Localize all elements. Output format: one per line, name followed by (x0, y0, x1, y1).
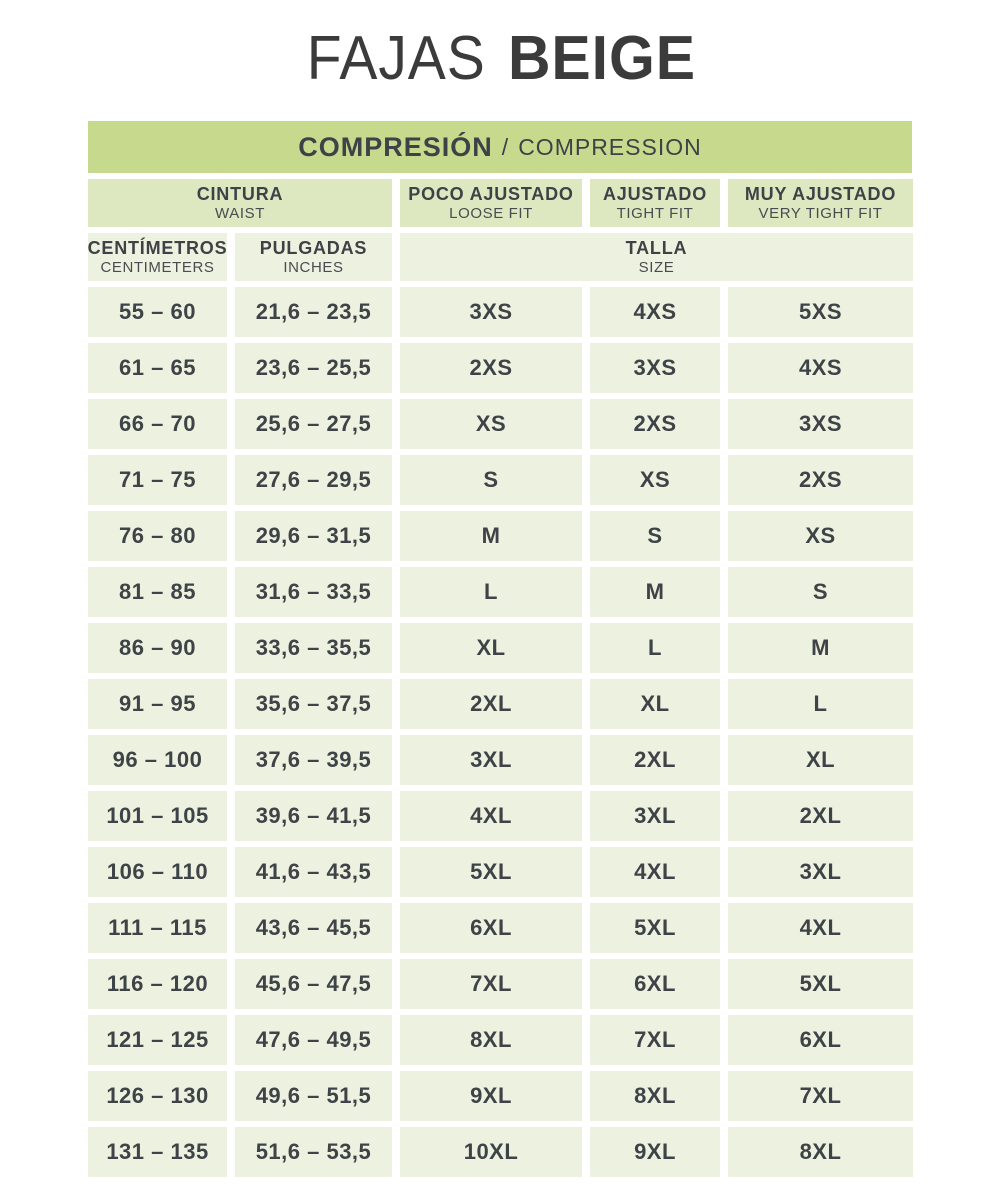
compression-banner (88, 121, 912, 173)
header-tight-fit (590, 179, 720, 227)
table-cell-inches: 33,6 – 35,5 (235, 623, 392, 673)
table-cell-very_tight: S (728, 567, 913, 617)
table-cell-tight: 2XL (590, 735, 720, 785)
header-loose-fit (400, 179, 582, 227)
table-cell-very_tight: 2XS (728, 455, 913, 505)
header-tight-fit-label: AJUSTADO (602, 184, 708, 205)
subheader-inches (235, 233, 392, 281)
table-cell-inches: 35,6 – 37,5 (235, 679, 392, 729)
header-cintura (88, 179, 392, 227)
table-cell-cm: 86 – 90 (88, 623, 227, 673)
banner-label-english: COMPRESSION (518, 133, 702, 160)
table-cell-inches: 43,6 – 45,5 (235, 903, 392, 953)
title-word-beige: BEIGE (508, 24, 697, 93)
table-cell-tight: L (590, 623, 720, 673)
subheader-inches-sublabel: INCHES (283, 258, 344, 276)
table-cell-very_tight: L (728, 679, 913, 729)
table-cell-cm: 131 – 135 (88, 1127, 227, 1177)
table-cell-cm: 91 – 95 (88, 679, 227, 729)
table-cell-loose: XS (400, 399, 582, 449)
table-cell-cm: 76 – 80 (88, 511, 227, 561)
table-cell-inches: 21,6 – 23,5 (235, 287, 392, 337)
table-cell-very_tight: 5XL (728, 959, 913, 1009)
table-cell-very_tight: 2XL (728, 791, 913, 841)
table-cell-tight: 7XL (590, 1015, 720, 1065)
header-loose-fit-sublabel: LOOSE FIT (449, 204, 533, 222)
header-very-tight-fit (728, 179, 913, 227)
table-cell-very_tight: XL (728, 735, 913, 785)
size-table (88, 179, 913, 1177)
table-cell-cm: 111 – 115 (88, 903, 227, 953)
table-cell-tight: S (590, 511, 720, 561)
subheader-centimeters (88, 233, 227, 281)
table-cell-loose: 9XL (400, 1071, 582, 1121)
table-cell-loose: 7XL (400, 959, 582, 1009)
banner-separator: / (501, 133, 510, 160)
header-loose-fit-label: POCO AJUSTADO (408, 184, 574, 205)
table-cell-cm: 66 – 70 (88, 399, 227, 449)
table-cell-cm: 81 – 85 (88, 567, 227, 617)
header-very-tight-fit-label: MUY AJUSTADO (744, 184, 897, 205)
table-cell-tight: M (590, 567, 720, 617)
table-cell-inches: 31,6 – 33,5 (235, 567, 392, 617)
table-cell-loose: 4XL (400, 791, 582, 841)
table-cell-cm: 106 – 110 (88, 847, 227, 897)
table-cell-tight: XL (590, 679, 720, 729)
table-cell-cm: 116 – 120 (88, 959, 227, 1009)
subheader-size (400, 233, 913, 281)
table-cell-tight: 3XL (590, 791, 720, 841)
table-cell-loose: 2XS (400, 343, 582, 393)
subheader-inches-label: PULGADAS (259, 238, 368, 259)
table-cell-tight: 9XL (590, 1127, 720, 1177)
table-cell-very_tight: 6XL (728, 1015, 913, 1065)
table-cell-loose: L (400, 567, 582, 617)
table-cell-inches: 25,6 – 27,5 (235, 399, 392, 449)
subheader-size-label: TALLA (625, 238, 688, 259)
table-cell-inches: 39,6 – 41,5 (235, 791, 392, 841)
table-cell-tight: 4XL (590, 847, 720, 897)
table-cell-cm: 55 – 60 (88, 287, 227, 337)
table-cell-loose: S (400, 455, 582, 505)
table-cell-loose: 3XS (400, 287, 582, 337)
table-cell-very_tight: 4XS (728, 343, 913, 393)
table-cell-inches: 41,6 – 43,5 (235, 847, 392, 897)
table-cell-tight: 4XS (590, 287, 720, 337)
table-cell-cm: 96 – 100 (88, 735, 227, 785)
table-cell-cm: 101 – 105 (88, 791, 227, 841)
title-word-fajas: FAJAS (306, 24, 486, 93)
page-title (0, 0, 1000, 91)
table-cell-tight: 3XS (590, 343, 720, 393)
table-cell-loose: 3XL (400, 735, 582, 785)
table-cell-very_tight: XS (728, 511, 913, 561)
header-cintura-sublabel: WAIST (215, 204, 265, 222)
table-cell-inches: 37,6 – 39,5 (235, 735, 392, 785)
table-cell-very_tight: 8XL (728, 1127, 913, 1177)
table-cell-very_tight: 4XL (728, 903, 913, 953)
table-cell-loose: M (400, 511, 582, 561)
table-cell-very_tight: 3XL (728, 847, 913, 897)
table-cell-tight: 2XS (590, 399, 720, 449)
banner-label-spanish: COMPRESIÓN (298, 131, 493, 162)
subheader-size-sublabel: SIZE (638, 258, 675, 276)
table-cell-very_tight: 5XS (728, 287, 913, 337)
subheader-centimeters-label: CENTÍMETROS (87, 238, 228, 259)
table-cell-cm: 126 – 130 (88, 1071, 227, 1121)
table-cell-loose: 6XL (400, 903, 582, 953)
table-cell-inches: 51,6 – 53,5 (235, 1127, 392, 1177)
table-cell-tight: 6XL (590, 959, 720, 1009)
table-cell-very_tight: 3XS (728, 399, 913, 449)
table-cell-loose: 2XL (400, 679, 582, 729)
table-cell-inches: 45,6 – 47,5 (235, 959, 392, 1009)
table-cell-loose: XL (400, 623, 582, 673)
header-cintura-label: CINTURA (196, 184, 284, 205)
table-cell-inches: 27,6 – 29,5 (235, 455, 392, 505)
header-very-tight-fit-sublabel: VERY TIGHT FIT (758, 204, 883, 222)
table-cell-tight: 8XL (590, 1071, 720, 1121)
table-cell-tight: 5XL (590, 903, 720, 953)
table-cell-inches: 23,6 – 25,5 (235, 343, 392, 393)
table-cell-inches: 47,6 – 49,5 (235, 1015, 392, 1065)
table-cell-inches: 29,6 – 31,5 (235, 511, 392, 561)
table-cell-very_tight: 7XL (728, 1071, 913, 1121)
table-cell-very_tight: M (728, 623, 913, 673)
table-cell-cm: 61 – 65 (88, 343, 227, 393)
table-cell-cm: 121 – 125 (88, 1015, 227, 1065)
table-cell-cm: 71 – 75 (88, 455, 227, 505)
table-cell-tight: XS (590, 455, 720, 505)
header-tight-fit-sublabel: TIGHT FIT (616, 204, 694, 222)
table-cell-loose: 10XL (400, 1127, 582, 1177)
table-cell-inches: 49,6 – 51,5 (235, 1071, 392, 1121)
table-cell-loose: 5XL (400, 847, 582, 897)
table-cell-loose: 8XL (400, 1015, 582, 1065)
subheader-centimeters-sublabel: CENTIMETERS (100, 258, 215, 276)
